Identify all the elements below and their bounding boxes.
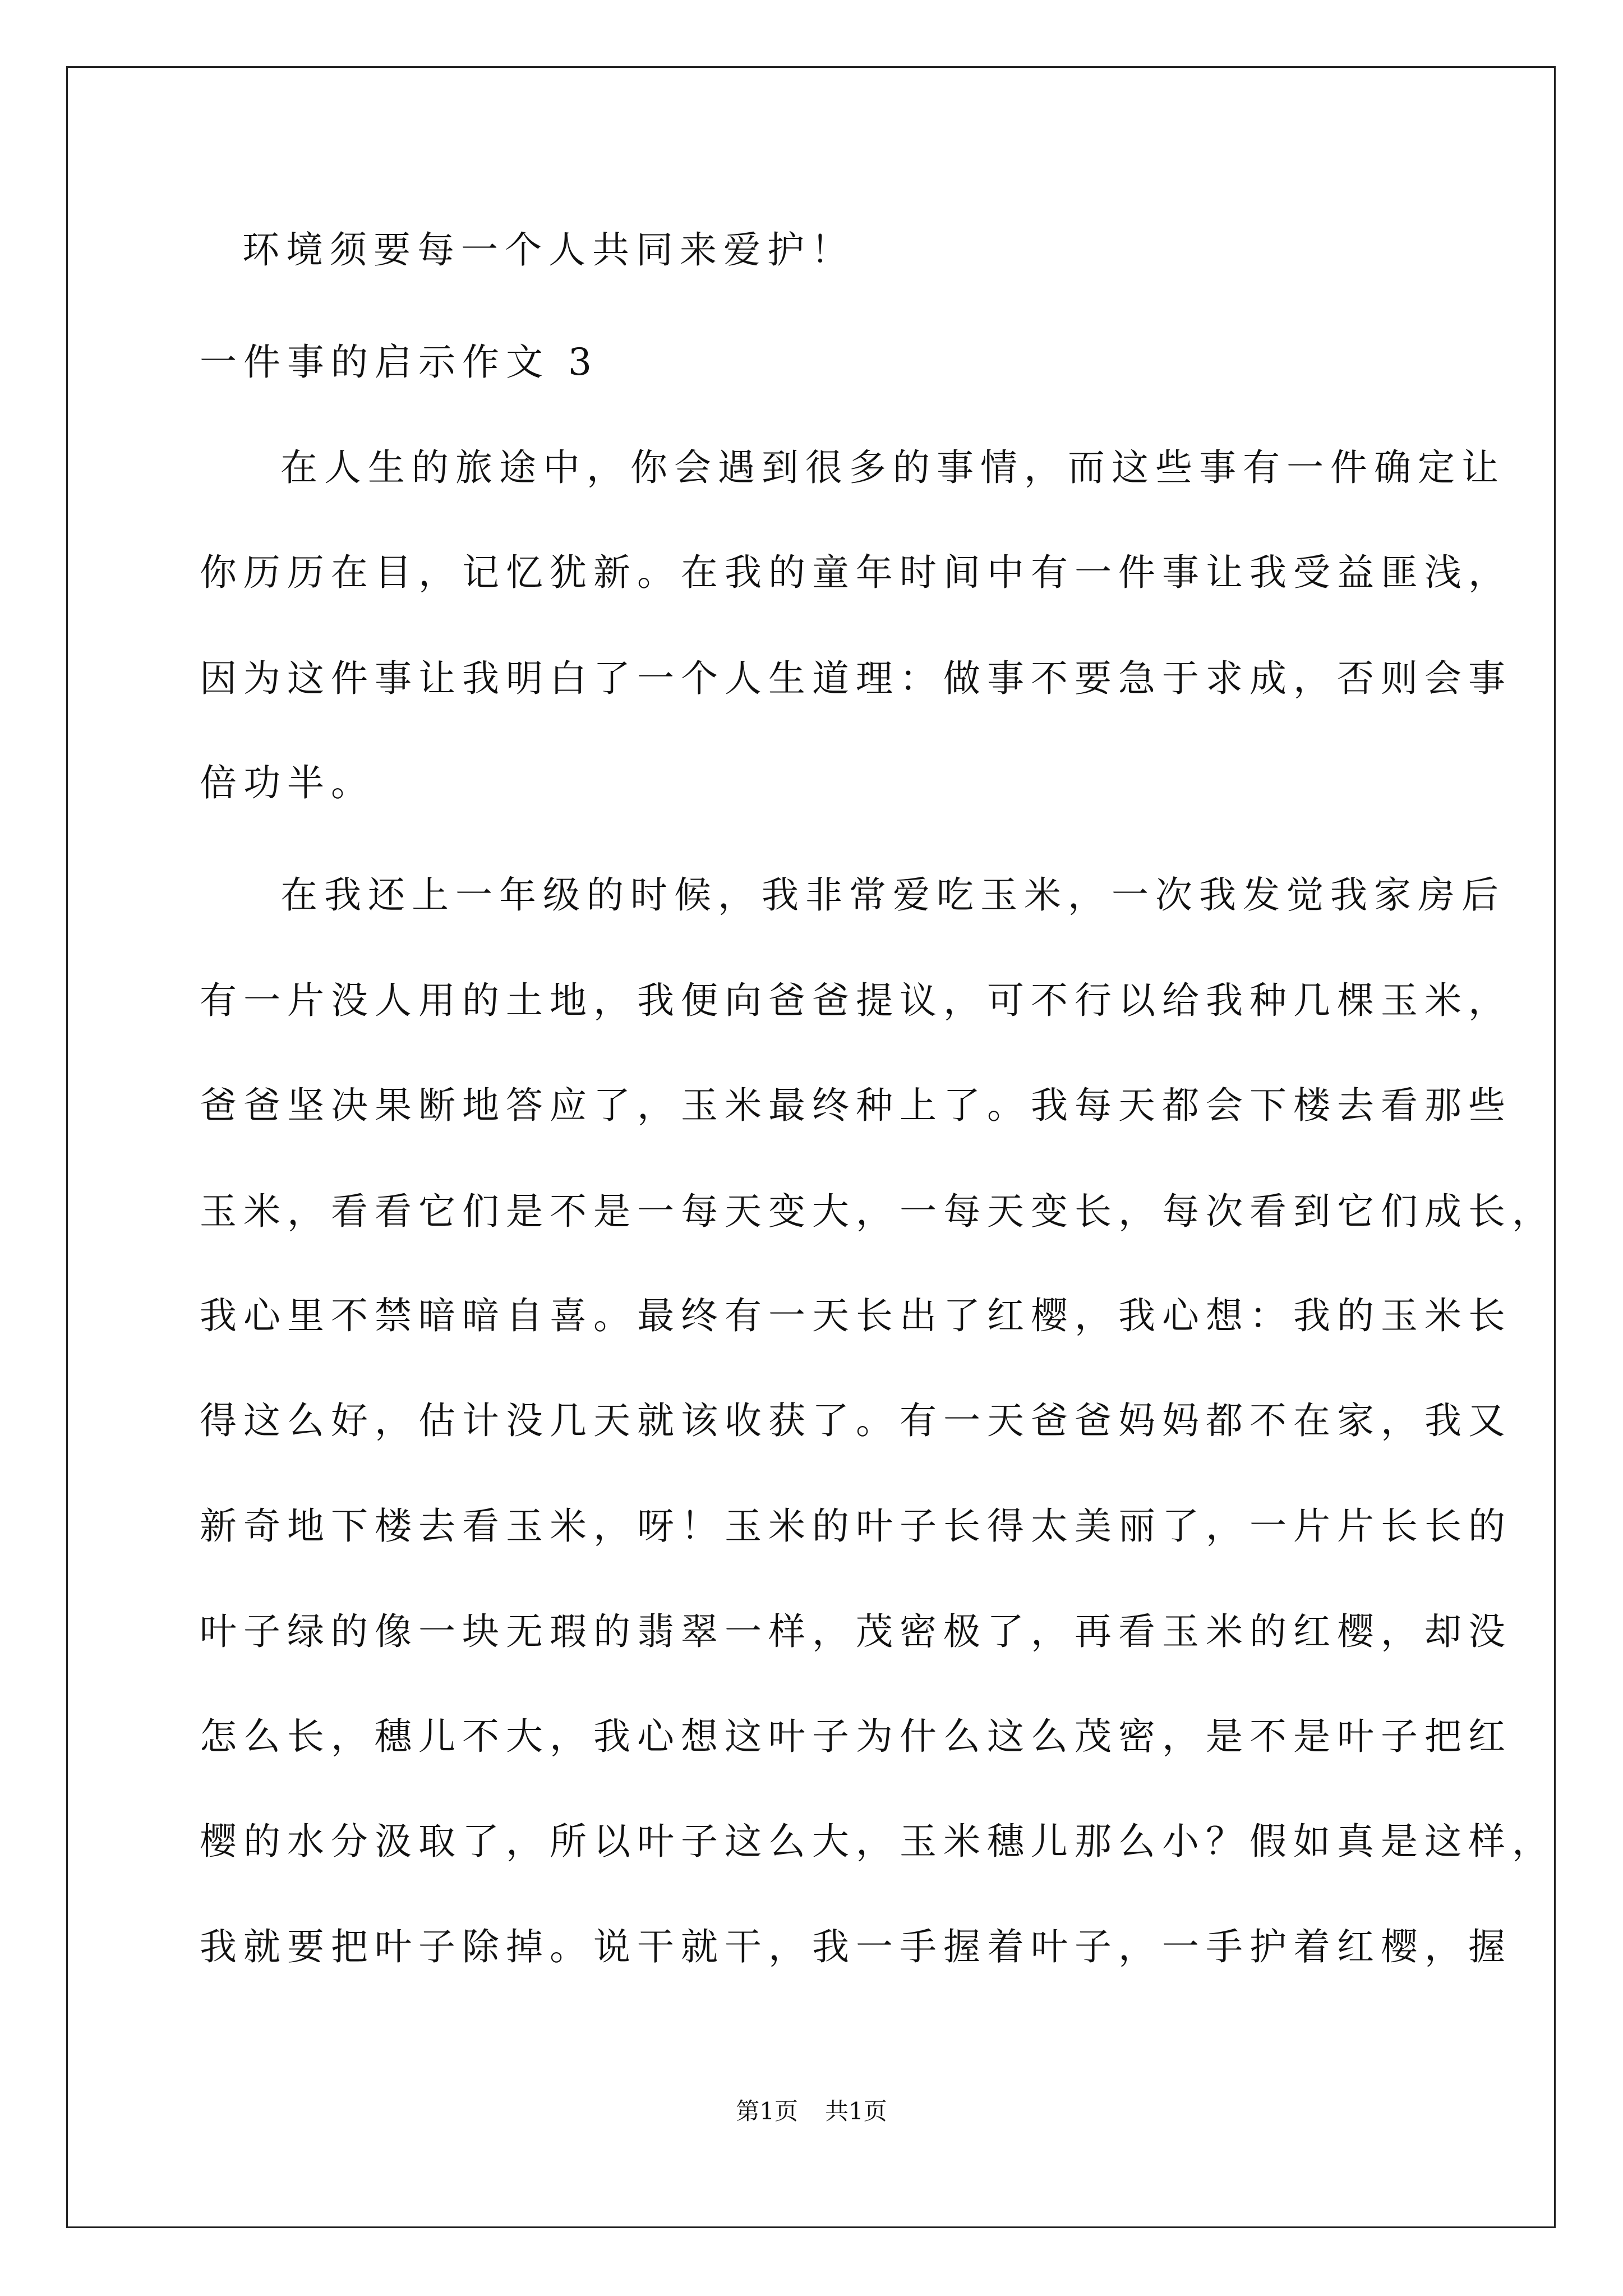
page-number: 第1页 <box>736 2097 798 2125</box>
paragraph-2-line-10: 樱的水分汲取了，所以叶子这么大，玉米穗儿那么小？假如真是这样， <box>200 1820 1556 1863</box>
paragraph-2-line-3: 爸爸坚决果断地答应了，玉米最终种上了。我每天都会下楼去看那些 <box>200 1084 1512 1127</box>
paragraph-2-line-4: 玉米，看看它们是不是一每天变大，一每天变长，每次看到它们成长， <box>200 1190 1556 1233</box>
paragraph-2-line-11: 我就要把叶子除掉。说干就干，我一手握着叶子，一手护着红樱，握 <box>200 1925 1512 1968</box>
paragraph-2-line-6: 得这么好，估计没几天就该收获了。有一天爸爸妈妈都不在家，我又 <box>200 1399 1512 1442</box>
paragraph-2-line-1: 在我还上一年级的时候，我非常爱吃玉米，一次我发觉我家房后 <box>280 873 1505 917</box>
page-border <box>66 66 1556 2228</box>
paragraph-1-line-2: 你历历在目，记忆犹新。在我的童年时间中有一件事让我受益匪浅， <box>200 551 1512 594</box>
paragraph-2-line-9: 怎么长，穗儿不大，我心想这叶子为什么这么茂密，是不是叶子把红 <box>200 1715 1512 1758</box>
page-footer <box>0 2097 1623 2126</box>
paragraph-1-line-3: 因为这件事让我明白了一个人生道理：做事不要急于求成，否则会事 <box>200 657 1512 700</box>
page-total: 共1页 <box>825 2097 887 2125</box>
paragraph-1-line-1: 在人生的旅途中，你会遇到很多的事情，而这些事有一件确定让 <box>280 446 1505 489</box>
essay-heading: 一件事的启示作文 3 <box>200 341 598 384</box>
paragraph-2-line-7: 新奇地下楼去看玉米，呀！玉米的叶子长得太美丽了，一片片长长的 <box>200 1504 1512 1548</box>
paragraph-2-line-8: 叶子绿的像一块无瑕的翡翠一样，茂密极了，再看玉米的红樱，却没 <box>200 1610 1512 1653</box>
closing-line: 环境须要每一个人共同来爱护！ <box>242 228 855 272</box>
paragraph-1-line-4: 倍功半。 <box>200 761 375 804</box>
paragraph-2-line-5: 我心里不禁暗暗自喜。最终有一天长出了红樱，我心想：我的玉米长 <box>200 1294 1512 1337</box>
paragraph-2-line-2: 有一片没人用的土地，我便向爸爸提议，可不行以给我种几棵玉米， <box>200 979 1512 1022</box>
